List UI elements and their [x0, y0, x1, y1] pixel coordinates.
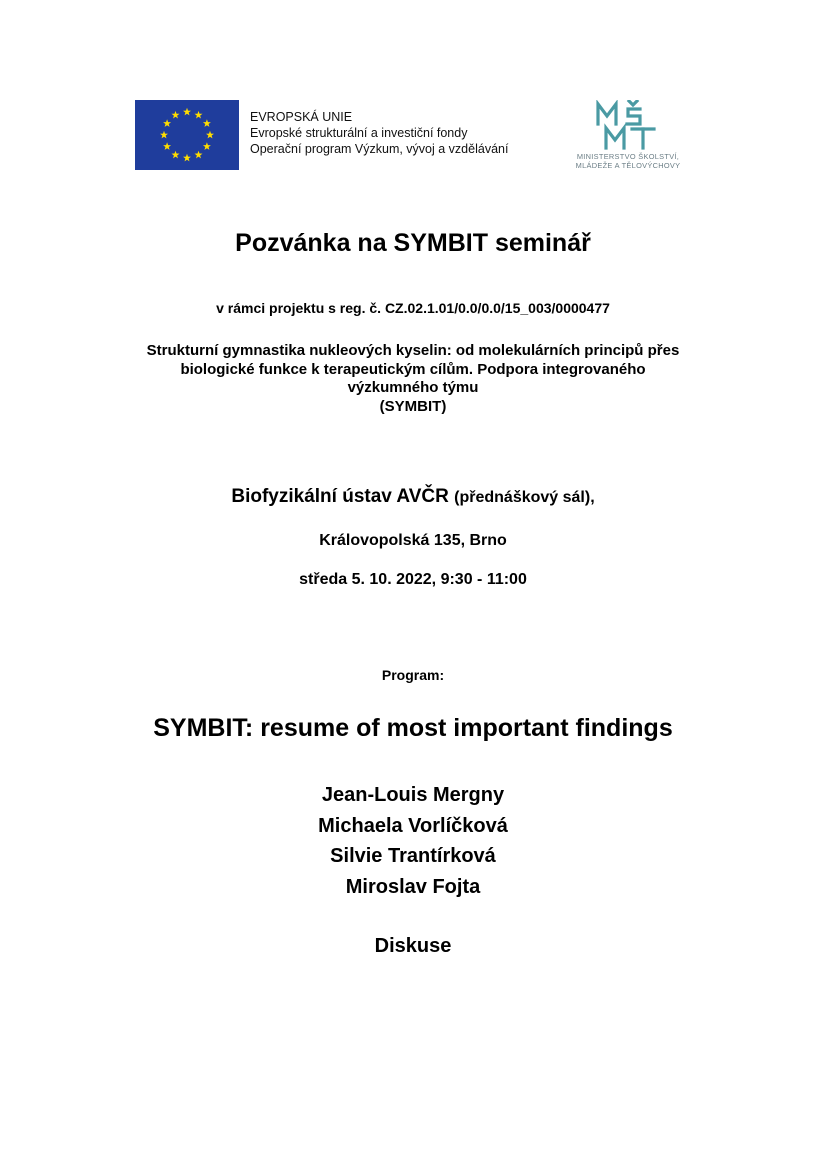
program-label: Program: [381, 667, 445, 683]
logo-bar [0, 96, 826, 176]
project-acronym: (SYMBIT) [379, 397, 447, 415]
event-date-time: středa 5. 10. 2022, 9:30 - 11:00 [299, 571, 527, 588]
eu-logo-text [250, 109, 508, 157]
speaker-name: Miroslav Fojta [345, 875, 481, 898]
eu-logo-line-3: Operační program Výzkum, vývoj a vzdělávání [250, 142, 509, 156]
msmt-logo [558, 100, 698, 172]
eu-flag-icon [135, 100, 239, 170]
discussion-item: Diskuse [374, 935, 452, 957]
msmt-caption-line-2: MLÁDEŽE A TĚLOVÝCHOVY [575, 161, 681, 170]
project-name-line-3: výzkumného týmu [347, 379, 479, 396]
venue-note: (přednáškový sál), [454, 489, 595, 506]
eu-logo-line-2: Evropské strukturální a investiční fondy [250, 126, 468, 140]
project-name-line-1: Strukturní gymnastika nukleových kyselin: od molekulárních principů přes [146, 342, 680, 359]
msmt-logo-icon [592, 100, 662, 152]
speaker-list [0, 780, 826, 902]
project-name [100, 342, 726, 416]
eu-logo-line-1: EVROPSKÁ UNIE [250, 110, 353, 124]
msmt-caption-line-1: MINISTERSTVO ŠKOLSTVÍ, [576, 152, 680, 161]
project-registration: v rámci projektu s reg. č. CZ.02.1.01/0.0/0.0/15_003/0000477 [216, 300, 610, 316]
speaker-name: Michaela Vorlíčková [318, 814, 508, 837]
speaker-name: Jean-Louis Mergny [321, 784, 505, 806]
msmt-logo-caption [558, 152, 698, 170]
speaker-name: Silvie Trantírková [330, 845, 496, 867]
talk-title: SYMBIT: resume of most important findings [153, 714, 673, 742]
venue [0, 485, 826, 510]
venue-address: Královopolská 135, Brno [319, 532, 507, 549]
invitation-title: Pozvánka na SYMBIT seminář [235, 229, 591, 257]
venue-name: Biofyzikální ústav AVČR [231, 486, 449, 507]
project-name-line-2: biologické funkce k terapeutickým cílům. Podpora integrovaného [180, 360, 646, 378]
